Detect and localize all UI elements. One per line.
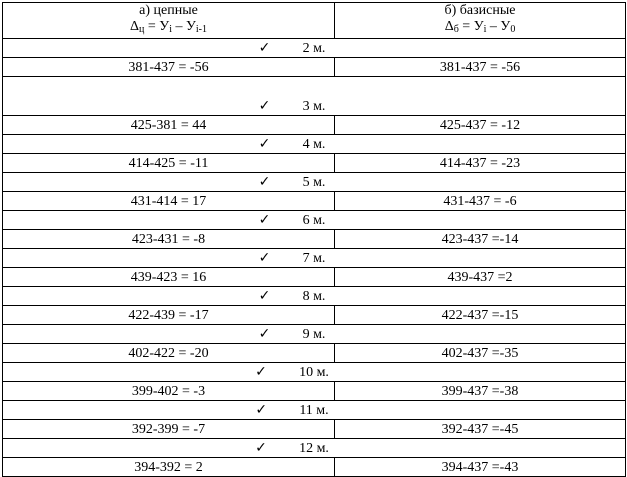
chain-header — [3, 3, 335, 39]
month-label: 5 м. — [302, 175, 326, 190]
checkmark-icon: ✓ — [258, 288, 271, 304]
month-cell — [3, 287, 626, 306]
base-title: б) базисные — [444, 3, 516, 18]
base-value: 431-437 = -6 — [335, 192, 626, 211]
value-row — [3, 306, 626, 325]
formula-part: – У — [171, 19, 196, 34]
chain-value: 425-381 = 44 — [3, 116, 335, 135]
month-label: 12 м. — [299, 441, 329, 456]
formula-part: – У — [486, 19, 511, 34]
month-cell — [3, 363, 626, 382]
month-cell — [3, 211, 626, 230]
base-value: 425-437 = -12 — [335, 116, 626, 135]
checkmark-icon: ✓ — [258, 212, 271, 228]
month-row — [3, 135, 626, 154]
value-row — [3, 344, 626, 363]
base-value: 422-437 =-15 — [335, 306, 626, 325]
deviation-table — [2, 2, 626, 477]
month-marker — [255, 402, 329, 419]
value-row — [3, 382, 626, 401]
month-cell — [3, 39, 626, 58]
month-row — [3, 439, 626, 458]
header-row — [3, 3, 626, 39]
month-row — [3, 211, 626, 230]
month-marker — [258, 174, 326, 191]
chain-value: 381-437 = -56 — [3, 58, 335, 77]
value-row — [3, 58, 626, 77]
chain-title: а) цепные — [139, 3, 198, 18]
base-value: 414-437 = -23 — [335, 154, 626, 173]
base-value: 399-437 =-38 — [335, 382, 626, 401]
month-label: 11 м. — [299, 403, 329, 418]
month-cell — [3, 135, 626, 154]
month-row — [3, 77, 626, 116]
chain-value: 402-422 = -20 — [3, 344, 335, 363]
month-label: 4 м. — [302, 137, 326, 152]
value-row — [3, 154, 626, 173]
base-value: 394-437 =-43 — [335, 458, 626, 477]
value-row — [3, 116, 626, 135]
month-label: 6 м. — [302, 213, 326, 228]
month-label: 3 м. — [302, 99, 326, 114]
checkmark-icon: ✓ — [258, 136, 271, 152]
month-row — [3, 39, 626, 58]
delta-subscript: ц — [139, 24, 145, 35]
chain-formula — [3, 19, 334, 38]
month-cell — [3, 249, 626, 268]
base-value: 423-437 =-14 — [335, 230, 626, 249]
chain-value: 399-402 = -3 — [3, 382, 335, 401]
month-marker — [255, 364, 329, 381]
chain-value: 423-431 = -8 — [3, 230, 335, 249]
month-cell — [3, 173, 626, 192]
checkmark-icon: ✓ — [258, 98, 271, 114]
chain-value: 431-414 = 17 — [3, 192, 335, 211]
base-value: 392-437 =-45 — [335, 420, 626, 439]
month-label: 9 м. — [302, 327, 326, 342]
value-row — [3, 458, 626, 477]
month-label: 8 м. — [302, 289, 326, 304]
chain-value: 414-425 = -11 — [3, 154, 335, 173]
table-body — [3, 39, 626, 477]
chain-value: 394-392 = 2 — [3, 458, 335, 477]
checkmark-icon: ✓ — [255, 364, 267, 380]
formula-subscript: i-1 — [195, 24, 207, 35]
month-marker — [255, 440, 329, 457]
value-row — [3, 230, 626, 249]
value-row — [3, 420, 626, 439]
month-marker — [258, 136, 326, 153]
checkmark-icon: ✓ — [255, 402, 268, 418]
chain-value: 392-399 = -7 — [3, 420, 335, 439]
base-value: 381-437 = -56 — [335, 58, 626, 77]
checkmark-icon: ✓ — [258, 250, 271, 266]
delta-symbol: Δ — [444, 19, 454, 34]
formula-part: = У — [144, 19, 170, 34]
month-label: 10 м. — [299, 365, 329, 380]
base-value: 402-437 =-35 — [335, 344, 626, 363]
month-cell — [3, 325, 626, 344]
checkmark-icon: ✓ — [255, 440, 267, 456]
value-row — [3, 192, 626, 211]
base-header — [335, 3, 626, 39]
month-row — [3, 401, 626, 420]
month-marker — [258, 212, 326, 229]
month-cell — [3, 439, 626, 458]
month-row — [3, 363, 626, 382]
month-cell — [3, 401, 626, 420]
month-label: 2 м. — [302, 41, 326, 56]
month-label: 7 м. — [302, 251, 326, 266]
formula-subscript: i — [483, 24, 487, 35]
month-marker — [258, 288, 326, 305]
month-marker — [258, 326, 326, 343]
month-row — [3, 325, 626, 344]
chain-value: 422-439 = -17 — [3, 306, 335, 325]
delta-symbol: Δ — [130, 19, 140, 34]
formula-subscript: 0 — [510, 24, 516, 35]
delta-subscript: б — [453, 24, 459, 35]
formula-part: = У — [458, 19, 484, 34]
base-formula — [335, 19, 625, 38]
checkmark-icon: ✓ — [258, 174, 271, 190]
chain-value: 439-423 = 16 — [3, 268, 335, 287]
checkmark-icon: ✓ — [258, 40, 271, 56]
month-marker — [258, 40, 326, 57]
month-row — [3, 287, 626, 306]
month-cell — [3, 77, 626, 116]
month-row — [3, 173, 626, 192]
month-marker — [258, 250, 326, 267]
checkmark-icon: ✓ — [258, 326, 271, 342]
month-row — [3, 249, 626, 268]
month-marker — [258, 98, 326, 115]
value-row — [3, 268, 626, 287]
formula-subscript: i — [169, 24, 172, 35]
base-value: 439-437 =2 — [335, 268, 626, 287]
